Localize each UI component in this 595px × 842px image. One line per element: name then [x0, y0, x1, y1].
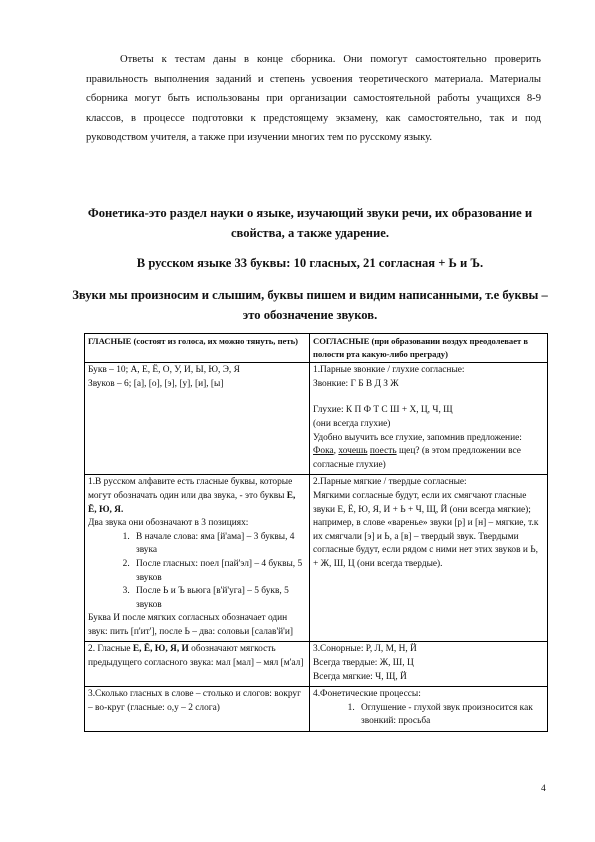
- cell-softening-vowels: 2. Гласные Е, Ё, Ю, Я, И обозначают мягкость предыдущего согласного звука: мал [мал] – мял [м'ал]: [85, 642, 310, 687]
- list-item: 1. В начале слова: яма [й'ама] – 3 буквы, 4 звука: [132, 531, 306, 558]
- always-hard-line: Всегда твердые: Ж, Ш, Ц: [313, 658, 414, 669]
- cell-sonorants: [310, 642, 548, 687]
- table-row: [85, 687, 548, 732]
- table-row: [85, 642, 548, 687]
- always-soft-line: Всегда мягкие: Ч, Щ, Й: [313, 671, 407, 682]
- positions-title: Два звука они обозначают в 3 позициях:: [88, 518, 249, 529]
- mnemonic-sentence: Удобно выучить все глухие, запомнив предложение: Фока, хочешь поесть щец? (в этом предложении все согласные глухие): [313, 432, 522, 470]
- cell-paired-voiced-voiceless: [310, 363, 548, 475]
- list-item: 2. После гласных: поел [пай'эл] – 4 буквы, 5 звуков: [132, 558, 306, 585]
- letter-i-note: Буква И после мягких согласных обозначает один звук: пить [п'ит'], после Ь – два: соловьи [салав'й'и]: [88, 613, 294, 637]
- processes-list: [313, 702, 544, 729]
- always-voiceless-note: (они всегда глухие): [313, 418, 391, 429]
- spacer: [313, 391, 544, 404]
- list-item: 1. Оглушение - глухой звук произносится как звонкий: просьба: [357, 702, 544, 729]
- paired-title: 1.Парные звонкие / глухие согласные:: [313, 365, 465, 376]
- page-number: 4: [541, 784, 546, 794]
- intro-paragraph: [86, 50, 541, 148]
- cell-phonetic-processes: [310, 687, 548, 732]
- heading-phonetics-definition: Фонетика-это раздел науки о языке, изучающий звуки речи, их образование и свойства, а также ударение.: [87, 206, 533, 240]
- sonorants-line: 3.Сонорные: Р, Л, М, Н, Й: [313, 644, 417, 655]
- vowel-sounds-line: Звуков – 6; [а], [о], [э], [у], [и], [ы]: [88, 378, 224, 389]
- table-header-row: [85, 334, 548, 363]
- list-item: 3. После Ь и Ъ вьюга [в'й'уга] – 5 букв, 5 звуков: [132, 585, 306, 612]
- table-row: [85, 363, 548, 475]
- voiceless-line: Глухие: К П Ф Т С Ш + Х, Ц, Ч, Щ: [313, 405, 453, 416]
- vowel-letters-line: Букв – 10; А, Е, Ё, О, У, И, Ы, Ю, Э, Я: [88, 365, 240, 376]
- positions-list: [88, 531, 306, 613]
- table-row: [85, 475, 548, 642]
- cell-soft-hard-consonants: [310, 475, 548, 642]
- cell-iotated-vowels: [85, 475, 310, 642]
- cell-syllables: 3.Сколько гласных в слове – столько и слогов: вокруг – во-круг (гласные: о,у – 2 слога): [85, 687, 310, 732]
- processes-title: 4.Фонетические процессы:: [313, 689, 421, 700]
- vowels-consonants-table: [84, 333, 548, 732]
- intro-text: Ответы к тестам даны в конце сборника. Они помогут самостоятельно проверить правильность выполнения заданий и степень усвоения теоретического материала. Материалы сборника могут быть использованы при организации самостоятельной работы учащихся 8-9 классов, в процессе подготовки к предстоящему экзамену, как самостоятельно, так и под руководством учителя, а также при изучении многих тем по русскому языку.: [86, 54, 541, 144]
- header-vowels: ГЛАСНЫЕ (состоят из голоса, их можно тянуть, петь): [85, 334, 310, 363]
- heading-sounds-letters: Звуки мы произносим и слышим, буквы пишем и видим написанными, т.е буквы – это обозначение звуков.: [72, 288, 548, 322]
- heading-letter-count: В русском языке 33 буквы: 10 гласных, 21 согласная + Ь и Ъ.: [136, 256, 484, 270]
- voiced-line: Звонкие: Г Б В Д З Ж: [313, 378, 399, 389]
- iotated-intro: 1.В русском алфавите есть гласные буквы, которые могут обозначать один или два звука, - это буквы Е, Ё, Ю, Я.: [88, 477, 296, 515]
- soft-hard-title: 2.Парные мягкие / твердые согласные:: [313, 477, 467, 488]
- soft-hard-text: Мягкими согласные будут, если их смягчают гласные звуки Е, Ё, Ю, Я, И + Ь + Ч, Щ, Й (они всегда мягкие); например, в слове «варенье» звуки [р] и [н] – мягкие, т.к их смягчали [э] и Ь, а [в] – твердый звук. Твердыми согласные будут, если рядом с ними нет этих звуков и Ь, + Ж, Ш, Ц (они всегда твердые).: [313, 490, 539, 569]
- cell-vowels-count: [85, 363, 310, 475]
- header-consonants: СОГЛАСНЫЕ (при образовании воздух преодолевает в полости рта какую-либо преграду): [310, 334, 548, 363]
